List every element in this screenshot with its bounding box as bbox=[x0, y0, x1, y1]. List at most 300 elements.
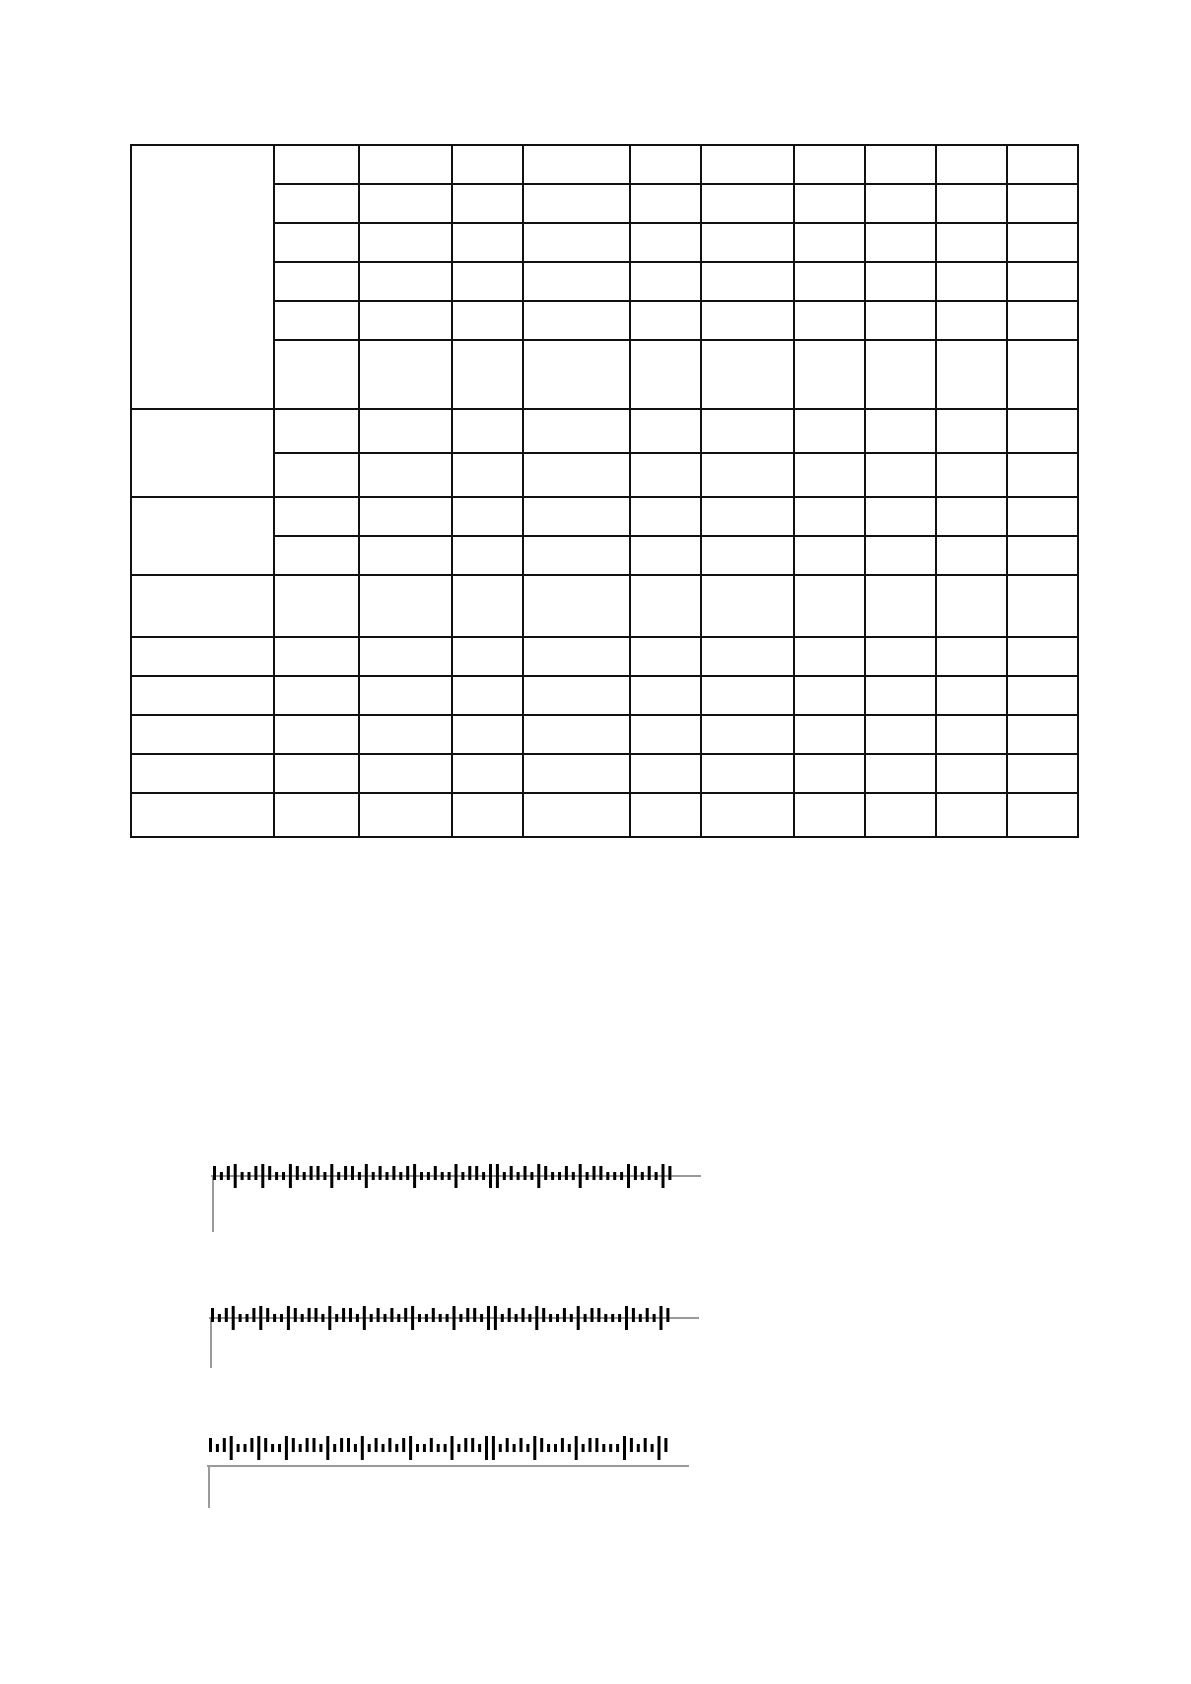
table-cell bbox=[630, 409, 701, 453]
table-cell bbox=[359, 262, 452, 301]
table-cell bbox=[274, 754, 359, 793]
barcode-bar bbox=[568, 1444, 571, 1452]
barcode-bar bbox=[549, 1314, 552, 1322]
table-cell bbox=[936, 754, 1007, 793]
table-cell bbox=[701, 575, 794, 637]
barcode-bar bbox=[501, 1314, 504, 1322]
table-cell bbox=[523, 637, 630, 676]
barcode-bar bbox=[648, 1166, 651, 1180]
barcode-bar bbox=[496, 1164, 499, 1188]
barcode-bar bbox=[604, 1314, 607, 1322]
barcode-bar bbox=[582, 1444, 585, 1452]
barcode-bar bbox=[520, 1438, 523, 1452]
table-cell bbox=[936, 223, 1007, 262]
barcode-bar bbox=[337, 1172, 340, 1180]
table-cell bbox=[1007, 676, 1078, 715]
barcode-bar bbox=[313, 1438, 316, 1452]
table-cell bbox=[701, 715, 794, 754]
barcode-bar bbox=[584, 1314, 587, 1322]
table-cell bbox=[452, 754, 523, 793]
table-row bbox=[131, 637, 1078, 676]
row-group-cell bbox=[131, 754, 274, 793]
barcode-1-graphic bbox=[211, 1160, 701, 1260]
barcode-bar bbox=[296, 1166, 299, 1180]
table-cell bbox=[701, 793, 794, 837]
table-cell bbox=[630, 715, 701, 754]
barcode-bar bbox=[252, 1308, 255, 1322]
barcode-bar bbox=[662, 1164, 665, 1188]
barcode-bar bbox=[475, 1166, 478, 1180]
barcode-bar bbox=[308, 1308, 311, 1322]
barcode-bar bbox=[455, 1164, 458, 1188]
barcode-bar bbox=[653, 1314, 656, 1322]
table-cell bbox=[701, 453, 794, 497]
barcode-bar bbox=[275, 1172, 278, 1180]
barcode-bar bbox=[306, 1438, 309, 1452]
table-cell bbox=[359, 409, 452, 453]
barcode-bar bbox=[310, 1166, 313, 1180]
barcode-bar bbox=[625, 1306, 628, 1330]
table-cell bbox=[452, 340, 523, 409]
table-cell bbox=[630, 793, 701, 837]
barcode-bar bbox=[561, 1438, 564, 1452]
table-row bbox=[131, 409, 1078, 453]
table-row bbox=[131, 184, 1078, 223]
table-cell bbox=[452, 536, 523, 575]
barcode-bar bbox=[282, 1172, 285, 1180]
table-cell bbox=[274, 676, 359, 715]
table-cell bbox=[936, 453, 1007, 497]
barcode-bar bbox=[278, 1444, 281, 1452]
table-row bbox=[131, 676, 1078, 715]
table-row bbox=[131, 223, 1078, 262]
table-cell bbox=[1007, 301, 1078, 340]
barcode-bar bbox=[528, 1314, 531, 1322]
barcode-bar bbox=[409, 1436, 412, 1460]
table-cell bbox=[794, 223, 865, 262]
barcode-bar bbox=[266, 1308, 269, 1322]
barcode-3 bbox=[207, 1440, 697, 1540]
barcode-bar bbox=[478, 1444, 481, 1452]
table-cell bbox=[1007, 184, 1078, 223]
barcode-bar bbox=[379, 1166, 382, 1180]
barcode-bar bbox=[216, 1444, 219, 1452]
barcode-bar bbox=[473, 1308, 476, 1322]
barcode-bar bbox=[627, 1164, 630, 1188]
barcode-bar bbox=[377, 1308, 380, 1322]
barcode-bar bbox=[244, 1444, 247, 1452]
table-cell bbox=[630, 497, 701, 536]
table-cell bbox=[794, 676, 865, 715]
table-cell bbox=[1007, 754, 1078, 793]
table-row bbox=[131, 575, 1078, 637]
table-cell bbox=[630, 637, 701, 676]
table-cell bbox=[274, 793, 359, 837]
barcode-bar bbox=[211, 1308, 214, 1322]
barcode-bar bbox=[241, 1172, 244, 1180]
table-cell bbox=[794, 340, 865, 409]
barcode-bar bbox=[613, 1172, 616, 1180]
barcode-bar bbox=[591, 1308, 594, 1322]
table-cell bbox=[701, 497, 794, 536]
table-cell bbox=[359, 301, 452, 340]
barcode-bar bbox=[480, 1314, 483, 1322]
barcode-bar bbox=[388, 1438, 391, 1452]
table-cell bbox=[630, 536, 701, 575]
barcode-bar bbox=[330, 1164, 333, 1188]
table-cell bbox=[794, 575, 865, 637]
barcode-bar bbox=[370, 1314, 373, 1322]
table-cell bbox=[523, 676, 630, 715]
barcode-bar bbox=[551, 1172, 554, 1180]
barcode-bar bbox=[326, 1436, 329, 1460]
table-row bbox=[131, 497, 1078, 536]
table-cell bbox=[274, 497, 359, 536]
table-cell bbox=[359, 575, 452, 637]
barcode-bar bbox=[271, 1444, 274, 1452]
table-cell bbox=[359, 637, 452, 676]
barcode-bar bbox=[333, 1444, 336, 1452]
barcode-bar bbox=[602, 1444, 605, 1452]
barcode-bar bbox=[646, 1308, 649, 1322]
table-cell bbox=[865, 793, 936, 837]
barcode-bar bbox=[358, 1172, 361, 1180]
barcode-bar bbox=[461, 1172, 464, 1180]
table-cell bbox=[359, 223, 452, 262]
table-cell bbox=[794, 262, 865, 301]
table-cell bbox=[1007, 223, 1078, 262]
table-cell bbox=[523, 536, 630, 575]
table-cell bbox=[274, 409, 359, 453]
barcode-bar bbox=[390, 1308, 393, 1322]
table-cell bbox=[865, 754, 936, 793]
barcode-bar bbox=[292, 1438, 295, 1452]
table-cell bbox=[794, 301, 865, 340]
table-cell bbox=[630, 262, 701, 301]
barcode-bar bbox=[448, 1172, 451, 1180]
table-cell bbox=[359, 145, 452, 184]
barcode-bar bbox=[554, 1444, 557, 1452]
row-group-cell bbox=[131, 145, 274, 409]
barcode-bar bbox=[499, 1444, 502, 1452]
barcode-bar bbox=[637, 1444, 640, 1452]
table-cell bbox=[794, 754, 865, 793]
table-cell bbox=[452, 301, 523, 340]
barcode-bar bbox=[655, 1172, 658, 1180]
barcode-bar bbox=[487, 1306, 490, 1330]
table-cell bbox=[1007, 453, 1078, 497]
barcode-3-bars bbox=[209, 1436, 667, 1460]
table-cell bbox=[1007, 637, 1078, 676]
barcode-bar bbox=[593, 1166, 596, 1180]
table-cell bbox=[1007, 262, 1078, 301]
table-row bbox=[131, 453, 1078, 497]
table-cell bbox=[936, 497, 1007, 536]
barcode-bar bbox=[218, 1314, 221, 1322]
barcode-bar bbox=[363, 1306, 366, 1330]
barcode-bar bbox=[506, 1438, 509, 1452]
barcode-bar bbox=[294, 1308, 297, 1322]
barcode-bar bbox=[423, 1444, 426, 1452]
barcode-bar bbox=[280, 1314, 283, 1322]
barcode-bar bbox=[237, 1444, 240, 1452]
barcode-bar bbox=[342, 1308, 345, 1322]
barcode-bar bbox=[361, 1436, 364, 1460]
row-group-cell bbox=[131, 715, 274, 754]
table-cell bbox=[274, 536, 359, 575]
barcode-bar bbox=[254, 1166, 257, 1180]
table-row bbox=[131, 793, 1078, 837]
table-cell bbox=[359, 184, 452, 223]
table-cell bbox=[1007, 715, 1078, 754]
data-table bbox=[130, 144, 1079, 838]
barcode-bar bbox=[368, 1444, 371, 1452]
barcode-bar bbox=[522, 1308, 525, 1322]
table-cell bbox=[523, 184, 630, 223]
row-group-cell bbox=[131, 497, 274, 575]
barcode-bar bbox=[250, 1438, 253, 1452]
barcode-bar bbox=[406, 1166, 409, 1180]
barcode-bar bbox=[375, 1438, 378, 1452]
table-cell bbox=[523, 301, 630, 340]
barcode-bar bbox=[416, 1444, 419, 1452]
table-body bbox=[131, 145, 1078, 837]
table-cell bbox=[794, 184, 865, 223]
barcode-bar bbox=[579, 1164, 582, 1188]
table-cell bbox=[523, 754, 630, 793]
table-cell bbox=[523, 340, 630, 409]
barcode-bar bbox=[328, 1306, 331, 1330]
table-cell bbox=[359, 754, 452, 793]
barcode-bar bbox=[599, 1166, 602, 1180]
barcode-bar bbox=[515, 1314, 518, 1322]
table-cell bbox=[865, 497, 936, 536]
barcode-bar bbox=[540, 1438, 543, 1452]
barcode-bar bbox=[660, 1306, 663, 1330]
barcode-3-graphic bbox=[207, 1440, 697, 1540]
table-cell bbox=[274, 145, 359, 184]
table-cell bbox=[865, 223, 936, 262]
barcode-bar bbox=[441, 1172, 444, 1180]
barcode-bar bbox=[558, 1172, 561, 1180]
table-cell bbox=[274, 301, 359, 340]
barcode-bar bbox=[264, 1438, 267, 1452]
table-cell bbox=[936, 184, 1007, 223]
table-cell bbox=[701, 145, 794, 184]
table-cell bbox=[274, 637, 359, 676]
barcode-bar bbox=[209, 1438, 212, 1452]
table-cell bbox=[794, 637, 865, 676]
barcode-bar bbox=[547, 1444, 550, 1452]
barcode-bar bbox=[533, 1436, 536, 1460]
table-cell bbox=[452, 184, 523, 223]
barcode-bar bbox=[439, 1314, 442, 1322]
table-cell bbox=[794, 145, 865, 184]
table-cell bbox=[630, 223, 701, 262]
table-cell bbox=[865, 536, 936, 575]
barcode-bar bbox=[356, 1314, 359, 1322]
table-cell bbox=[452, 223, 523, 262]
barcode-bar bbox=[303, 1172, 306, 1180]
barcode-bar bbox=[668, 1166, 671, 1180]
table-cell bbox=[1007, 145, 1078, 184]
table-cell bbox=[794, 497, 865, 536]
barcode-bar bbox=[248, 1172, 251, 1180]
barcode-bar bbox=[285, 1436, 288, 1460]
table-cell bbox=[359, 536, 452, 575]
table-row bbox=[131, 262, 1078, 301]
row-group-cell bbox=[131, 637, 274, 676]
table-cell bbox=[359, 497, 452, 536]
barcode-bar bbox=[606, 1172, 609, 1180]
row-group-cell bbox=[131, 676, 274, 715]
barcode-bar bbox=[446, 1314, 449, 1322]
barcode-bar bbox=[616, 1444, 619, 1452]
barcode-bar bbox=[289, 1164, 292, 1188]
table-row bbox=[131, 340, 1078, 409]
table-cell bbox=[936, 715, 1007, 754]
table-cell bbox=[865, 184, 936, 223]
barcode-bar bbox=[261, 1164, 264, 1188]
barcode-bar bbox=[257, 1436, 260, 1460]
barcode-bar bbox=[268, 1166, 271, 1180]
barcode-bar bbox=[232, 1306, 235, 1330]
barcode-bar bbox=[444, 1444, 447, 1452]
table-cell bbox=[523, 575, 630, 637]
barcode-bar bbox=[468, 1166, 471, 1180]
table-cell bbox=[936, 301, 1007, 340]
table-cell bbox=[701, 184, 794, 223]
barcode-bar bbox=[485, 1436, 488, 1460]
barcode-bar bbox=[489, 1164, 492, 1188]
barcode-1 bbox=[211, 1160, 701, 1260]
table-cell bbox=[452, 262, 523, 301]
table-cell bbox=[274, 184, 359, 223]
barcode-bar bbox=[386, 1172, 389, 1180]
barcode-bar bbox=[544, 1166, 547, 1180]
barcode-bar bbox=[404, 1308, 407, 1322]
row-group-cell bbox=[131, 575, 274, 637]
table-cell bbox=[630, 453, 701, 497]
table-cell bbox=[936, 536, 1007, 575]
table-cell bbox=[274, 715, 359, 754]
barcode-bar bbox=[234, 1164, 237, 1188]
barcode-bar bbox=[323, 1172, 326, 1180]
barcode-bar bbox=[634, 1166, 637, 1180]
barcode-bar bbox=[618, 1314, 621, 1322]
barcode-bar bbox=[492, 1436, 495, 1460]
barcode-bar bbox=[220, 1172, 223, 1180]
table-cell bbox=[1007, 497, 1078, 536]
table-cell bbox=[359, 340, 452, 409]
barcode-bar bbox=[595, 1438, 598, 1452]
barcode-2 bbox=[209, 1302, 699, 1402]
barcode-bar bbox=[384, 1314, 387, 1322]
table-cell bbox=[865, 145, 936, 184]
table-cell bbox=[630, 340, 701, 409]
row-group-cell bbox=[131, 409, 274, 497]
table-cell bbox=[1007, 340, 1078, 409]
table-cell bbox=[452, 575, 523, 637]
table-row bbox=[131, 715, 1078, 754]
barcode-bar bbox=[434, 1166, 437, 1180]
table-cell bbox=[359, 793, 452, 837]
barcode-2-graphic bbox=[209, 1302, 699, 1402]
table-cell bbox=[701, 676, 794, 715]
table-cell bbox=[1007, 575, 1078, 637]
barcode-bar bbox=[589, 1438, 592, 1452]
barcode-bar bbox=[273, 1314, 276, 1322]
table-cell bbox=[523, 145, 630, 184]
table-cell bbox=[701, 637, 794, 676]
table-cell bbox=[936, 676, 1007, 715]
barcode-bar bbox=[321, 1314, 324, 1322]
table-cell bbox=[523, 793, 630, 837]
barcode-bar bbox=[537, 1164, 540, 1188]
barcode-bar bbox=[365, 1164, 368, 1188]
table-cell bbox=[794, 536, 865, 575]
table-cell bbox=[865, 409, 936, 453]
barcode-bar bbox=[630, 1438, 633, 1452]
table-cell bbox=[274, 223, 359, 262]
table-cell bbox=[523, 409, 630, 453]
table-cell bbox=[452, 637, 523, 676]
barcode-bar bbox=[620, 1172, 623, 1180]
table-cell bbox=[865, 453, 936, 497]
barcode-bar bbox=[651, 1444, 654, 1452]
barcode-bar bbox=[453, 1306, 456, 1330]
barcode-bar bbox=[354, 1444, 357, 1452]
barcode-bar bbox=[335, 1314, 338, 1322]
table-cell bbox=[865, 637, 936, 676]
barcode-bar bbox=[382, 1444, 385, 1452]
barcode-bar bbox=[575, 1436, 578, 1460]
table-cell bbox=[630, 754, 701, 793]
barcode-bar bbox=[623, 1436, 626, 1460]
table-cell bbox=[359, 676, 452, 715]
barcode-bar bbox=[349, 1308, 352, 1322]
table-row bbox=[131, 754, 1078, 793]
table-cell bbox=[452, 145, 523, 184]
barcode-bar bbox=[372, 1172, 375, 1180]
table-cell bbox=[630, 145, 701, 184]
barcode-bar bbox=[644, 1438, 647, 1452]
barcode-bar bbox=[609, 1444, 612, 1452]
table-cell bbox=[274, 340, 359, 409]
table-cell bbox=[865, 262, 936, 301]
barcode-bar bbox=[347, 1438, 350, 1452]
barcode-bar bbox=[317, 1166, 320, 1180]
barcode-bar bbox=[402, 1438, 405, 1452]
barcode-bar bbox=[482, 1172, 485, 1180]
table-cell bbox=[701, 340, 794, 409]
table-row bbox=[131, 301, 1078, 340]
barcode-bar bbox=[658, 1436, 661, 1460]
barcode-bar bbox=[451, 1436, 454, 1460]
table-cell bbox=[452, 409, 523, 453]
barcode-bar bbox=[399, 1172, 402, 1180]
barcode-bar bbox=[526, 1444, 529, 1452]
table-cell bbox=[1007, 793, 1078, 837]
barcode-bar bbox=[430, 1438, 433, 1452]
table-cell bbox=[936, 262, 1007, 301]
table-cell bbox=[359, 715, 452, 754]
barcode-bar bbox=[565, 1166, 568, 1180]
table-cell bbox=[452, 497, 523, 536]
table-cell bbox=[452, 793, 523, 837]
barcode-bar bbox=[315, 1308, 318, 1322]
barcode-bar bbox=[239, 1314, 242, 1322]
